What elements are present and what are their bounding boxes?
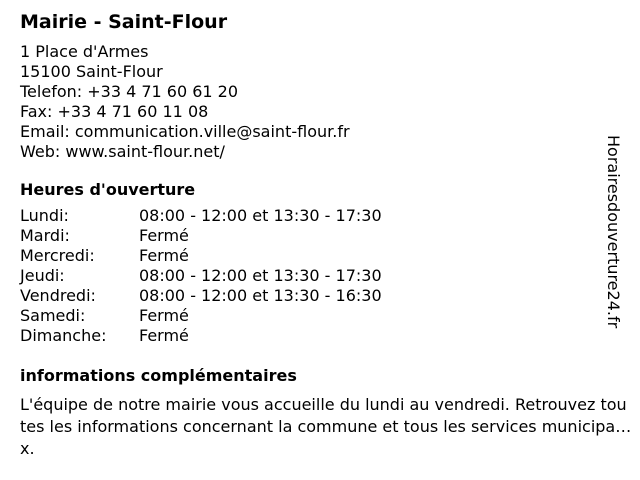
contact-block [20, 42, 630, 162]
hours-row-wednesday [20, 246, 630, 266]
business-card [20, 10, 630, 458]
hours-row-sunday [20, 326, 630, 346]
day-label: Mardi: [20, 226, 70, 245]
phone-number: Telefon: +33 4 71 60 61 20 [20, 82, 239, 101]
address-line-street: 1 Place d'Armes [20, 42, 149, 61]
day-label: Lundi: [20, 206, 69, 225]
hours-row-tuesday [20, 226, 630, 246]
time-value: Fermé [139, 326, 189, 345]
time-value: 08:00 - 12:00 et 13:30 - 17:30 [139, 206, 382, 225]
opening-hours-heading: Heures d'ouverture [20, 180, 196, 199]
hours-row-thursday [20, 266, 630, 286]
hours-row-friday [20, 286, 630, 306]
website-address: Web: www.saint-flour.net/ [20, 142, 225, 161]
site-watermark: Horairesdouverture24.fr [604, 135, 623, 329]
time-value: 08:00 - 12:00 et 13:30 - 16:30 [139, 286, 382, 305]
additional-info-text: L'équipe de notre mairie vous accueille du lundi au vendredi. Retrouvez toutes les informations concernant la commune et tous les services municipaux. [20, 395, 627, 458]
hours-row-saturday [20, 306, 630, 326]
time-value: Fermé [139, 306, 189, 325]
fax-number: Fax: +33 4 71 60 11 08 [20, 102, 209, 121]
hours-row-monday [20, 206, 630, 226]
opening-hours-table [20, 206, 630, 346]
day-label: Samedi: [20, 306, 86, 325]
additional-info-heading: informations complémentaires [20, 366, 297, 385]
day-label: Vendredi: [20, 286, 96, 305]
email-address: Email: communication.ville@saint-flour.fr [20, 122, 350, 141]
day-label: Jeudi: [20, 266, 65, 285]
address-line-city: 15100 Saint-Flour [20, 62, 163, 81]
time-value: Fermé [139, 246, 189, 265]
time-value: 08:00 - 12:00 et 13:30 - 17:30 [139, 266, 382, 285]
page-title: Mairie - Saint-Flour [20, 11, 228, 33]
time-value: Fermé [139, 226, 189, 245]
day-label: Mercredi: [20, 246, 95, 265]
day-label: Dimanche: [20, 326, 107, 345]
